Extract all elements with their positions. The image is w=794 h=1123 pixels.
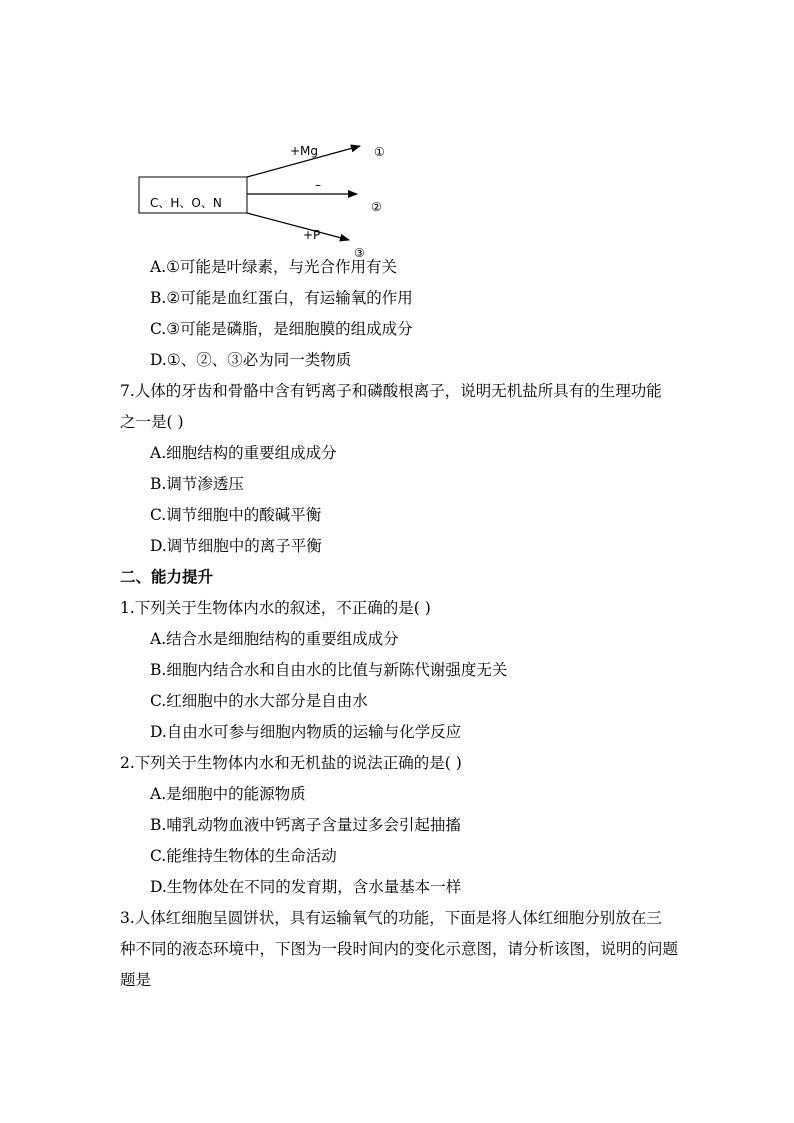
s2-q2-option-c: C.能维持生物体的生命活动 bbox=[150, 847, 337, 865]
s2-q1-option-d: D.自由水可参与细胞内物质的运输与化学反应 bbox=[150, 723, 462, 741]
q7-stem-line2: 之一是( ) bbox=[120, 413, 184, 431]
s2-q1-option-b: B.细胞内结合水和自由水的比值与新陈代谢强度无关 bbox=[150, 661, 508, 679]
product-1-label: ① bbox=[374, 145, 385, 159]
q7-option-a: A.细胞结构的重要组成成分 bbox=[150, 444, 337, 462]
arrow-none-label: – bbox=[315, 178, 321, 192]
s2-q3-stem-line1: 3.人体红细胞呈圆饼状，具有运输氧气的功能，下面是将人体红细胞分别放在三 bbox=[120, 909, 662, 927]
s2-q1-option-c: C.红细胞中的水大部分是自由水 bbox=[150, 692, 368, 710]
arrow-mg-label: +Mg bbox=[290, 144, 319, 158]
s2-q3-stem-line2: 种不同的液态环境中，下图为一段时间内的变化示意图，请分析该图，说明的问题 bbox=[120, 940, 679, 958]
s2-q3-stem-line3: 题是 bbox=[120, 971, 152, 989]
q6-option-a: A.①可能是叶绿素，与光合作用有关 bbox=[150, 258, 398, 276]
q7-option-b: B.调节渗透压 bbox=[150, 475, 244, 493]
q7-option-c: C.调节细胞中的酸碱平衡 bbox=[150, 506, 322, 524]
s2-q1-option-a: A.结合水是细胞结构的重要组成成分 bbox=[150, 630, 399, 648]
q6-option-d: D.①、②、③必为同一类物质 bbox=[150, 351, 352, 369]
product-3-label: ③ bbox=[354, 246, 365, 260]
q7-stem-line1: 7.人体的牙齿和骨骼中含有钙离子和磷酸根离子，说明无机盐所具有的生理功能 bbox=[120, 382, 662, 400]
product-2-label: ② bbox=[371, 200, 382, 214]
element-diagram bbox=[0, 0, 794, 270]
s2-q2-stem: 2.下列关于生物体内水和无机盐的说法正确的是( ) bbox=[120, 754, 462, 772]
s2-q2-option-b: B.哺乳动物血液中钙离子含量过多会引起抽搐 bbox=[150, 816, 461, 834]
s2-q1-stem: 1.下列关于生物体内水的叙述，不正确的是( ) bbox=[120, 599, 431, 617]
s2-q2-option-a: A.是细胞中的能源物质 bbox=[150, 785, 306, 803]
section-heading: 二、能力提升 bbox=[120, 568, 214, 586]
q6-option-b: B.②可能是血红蛋白，有运输氧的作用 bbox=[150, 289, 413, 307]
q6-option-c: C.③可能是磷脂，是细胞膜的组成成分 bbox=[150, 320, 413, 338]
q7-option-d: D.调节细胞中的离子平衡 bbox=[150, 537, 322, 555]
s2-q2-option-d: D.生物体处在不同的发育期，含水量基本一样 bbox=[150, 878, 462, 896]
element-box-label: C、H、O、N bbox=[150, 196, 222, 210]
arrow-p bbox=[247, 213, 349, 240]
arrow-p-label: +P bbox=[303, 228, 321, 242]
